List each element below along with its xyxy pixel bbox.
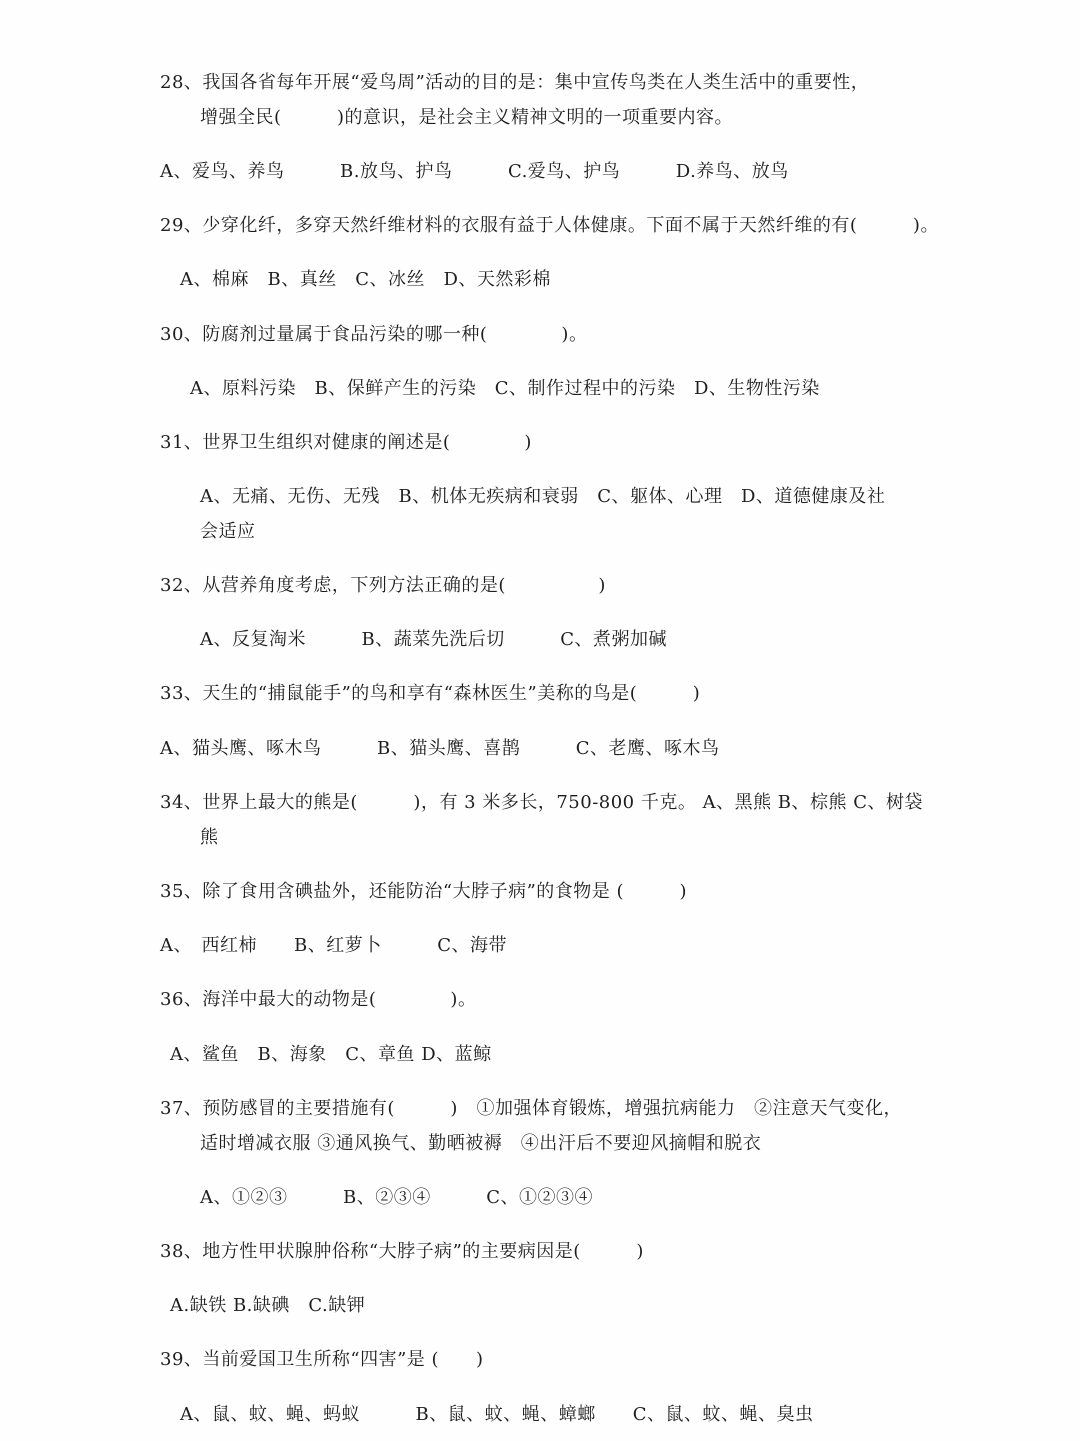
question-37-stem-line-1: 37、预防感冒的主要措施有( ) ①加强体育锻炼，增强抗病能力 ②注意天气变化， — [160, 1098, 902, 1119]
question-39-options: A、鼠、蚊、蝇、蚂蚁 B、鼠、蚊、蝇、蟑螂 C、鼠、蚊、蝇、臭虫 — [180, 1404, 814, 1425]
question-34-stem-line-2: 熊 — [200, 827, 219, 848]
question-28-options: A、爱鸟、养鸟 B.放鸟、护鸟 C.爱鸟、护鸟 D.养鸟、放鸟 — [160, 161, 789, 182]
question-38-stem: 38、地方性甲状腺肿俗称“大脖子病”的主要病因是( ) — [160, 1241, 644, 1262]
question-35-options: A、 西红柿 B、红萝卜 C、海带 — [160, 935, 507, 956]
question-31-options-line-2: 会适应 — [200, 521, 256, 542]
question-35-stem: 35、除了食用含碘盐外，还能防治“大脖子病”的食物是 ( ) — [160, 881, 688, 902]
question-30-stem: 30、防腐剂过量属于食品污染的哪一种( )。 — [160, 324, 588, 345]
question-29-stem: 29、少穿化纤，多穿天然纤维材料的衣服有益于人体健康。下面不属于天然纤维的有( )。 — [160, 215, 939, 236]
question-36-options: A、鲨鱼 B、海象 C、章鱼 D、蓝鲸 — [170, 1044, 492, 1065]
question-31-options-line-1: A、无痛、无伤、无残 B、机体无疾病和衰弱 C、躯体、心理 D、道德健康及社 — [200, 486, 886, 507]
question-34-stem-line-1: 34、世界上最大的熊是( )，有 3 米多长，750-800 千克。 A、黑熊 B、棕熊 C、树袋 — [160, 792, 924, 813]
question-28-stem-line-1: 28、我国各省每年开展“爱鸟周”活动的目的是：集中宣传鸟类在人类生活中的重要性， — [160, 72, 870, 93]
question-33-stem: 33、天生的“捕鼠能手”的鸟和享有“森林医生”美称的鸟是( ) — [160, 683, 701, 704]
question-31-stem: 31、世界卫生组织对健康的阐述是( ) — [160, 432, 532, 453]
question-30-options: A、原料污染 B、保鲜产生的污染 C、制作过程中的污染 D、生物性污染 — [190, 378, 820, 399]
question-32-options: A、反复淘米 B、蔬菜先洗后切 C、煮粥加碱 — [200, 629, 667, 650]
question-37-stem-line-2: 适时增减衣服 ③通风换气、勤晒被褥 ④出汗后不要迎风摘帽和脱衣 — [200, 1133, 762, 1154]
question-28-stem-line-2: 增强全民( )的意识，是社会主义精神文明的一项重要内容。 — [200, 107, 734, 128]
question-32-stem: 32、从营养角度考虑，下列方法正确的是( ) — [160, 575, 606, 596]
question-33-options: A、猫头鹰、啄木鸟 B、猫头鹰、喜鹊 C、老鹰、啄木鸟 — [160, 738, 720, 759]
question-36-stem: 36、海洋中最大的动物是( )。 — [160, 989, 477, 1010]
question-37-options: A、①②③ B、②③④ C、①②③④ — [200, 1187, 593, 1208]
question-39-stem: 39、当前爱国卫生所称“四害”是 ( ) — [160, 1349, 484, 1370]
question-38-options: A.缺铁 B.缺碘 C.缺钾 — [170, 1295, 366, 1316]
question-29-options: A、棉麻 B、真丝 C、冰丝 D、天然彩棉 — [180, 269, 551, 290]
